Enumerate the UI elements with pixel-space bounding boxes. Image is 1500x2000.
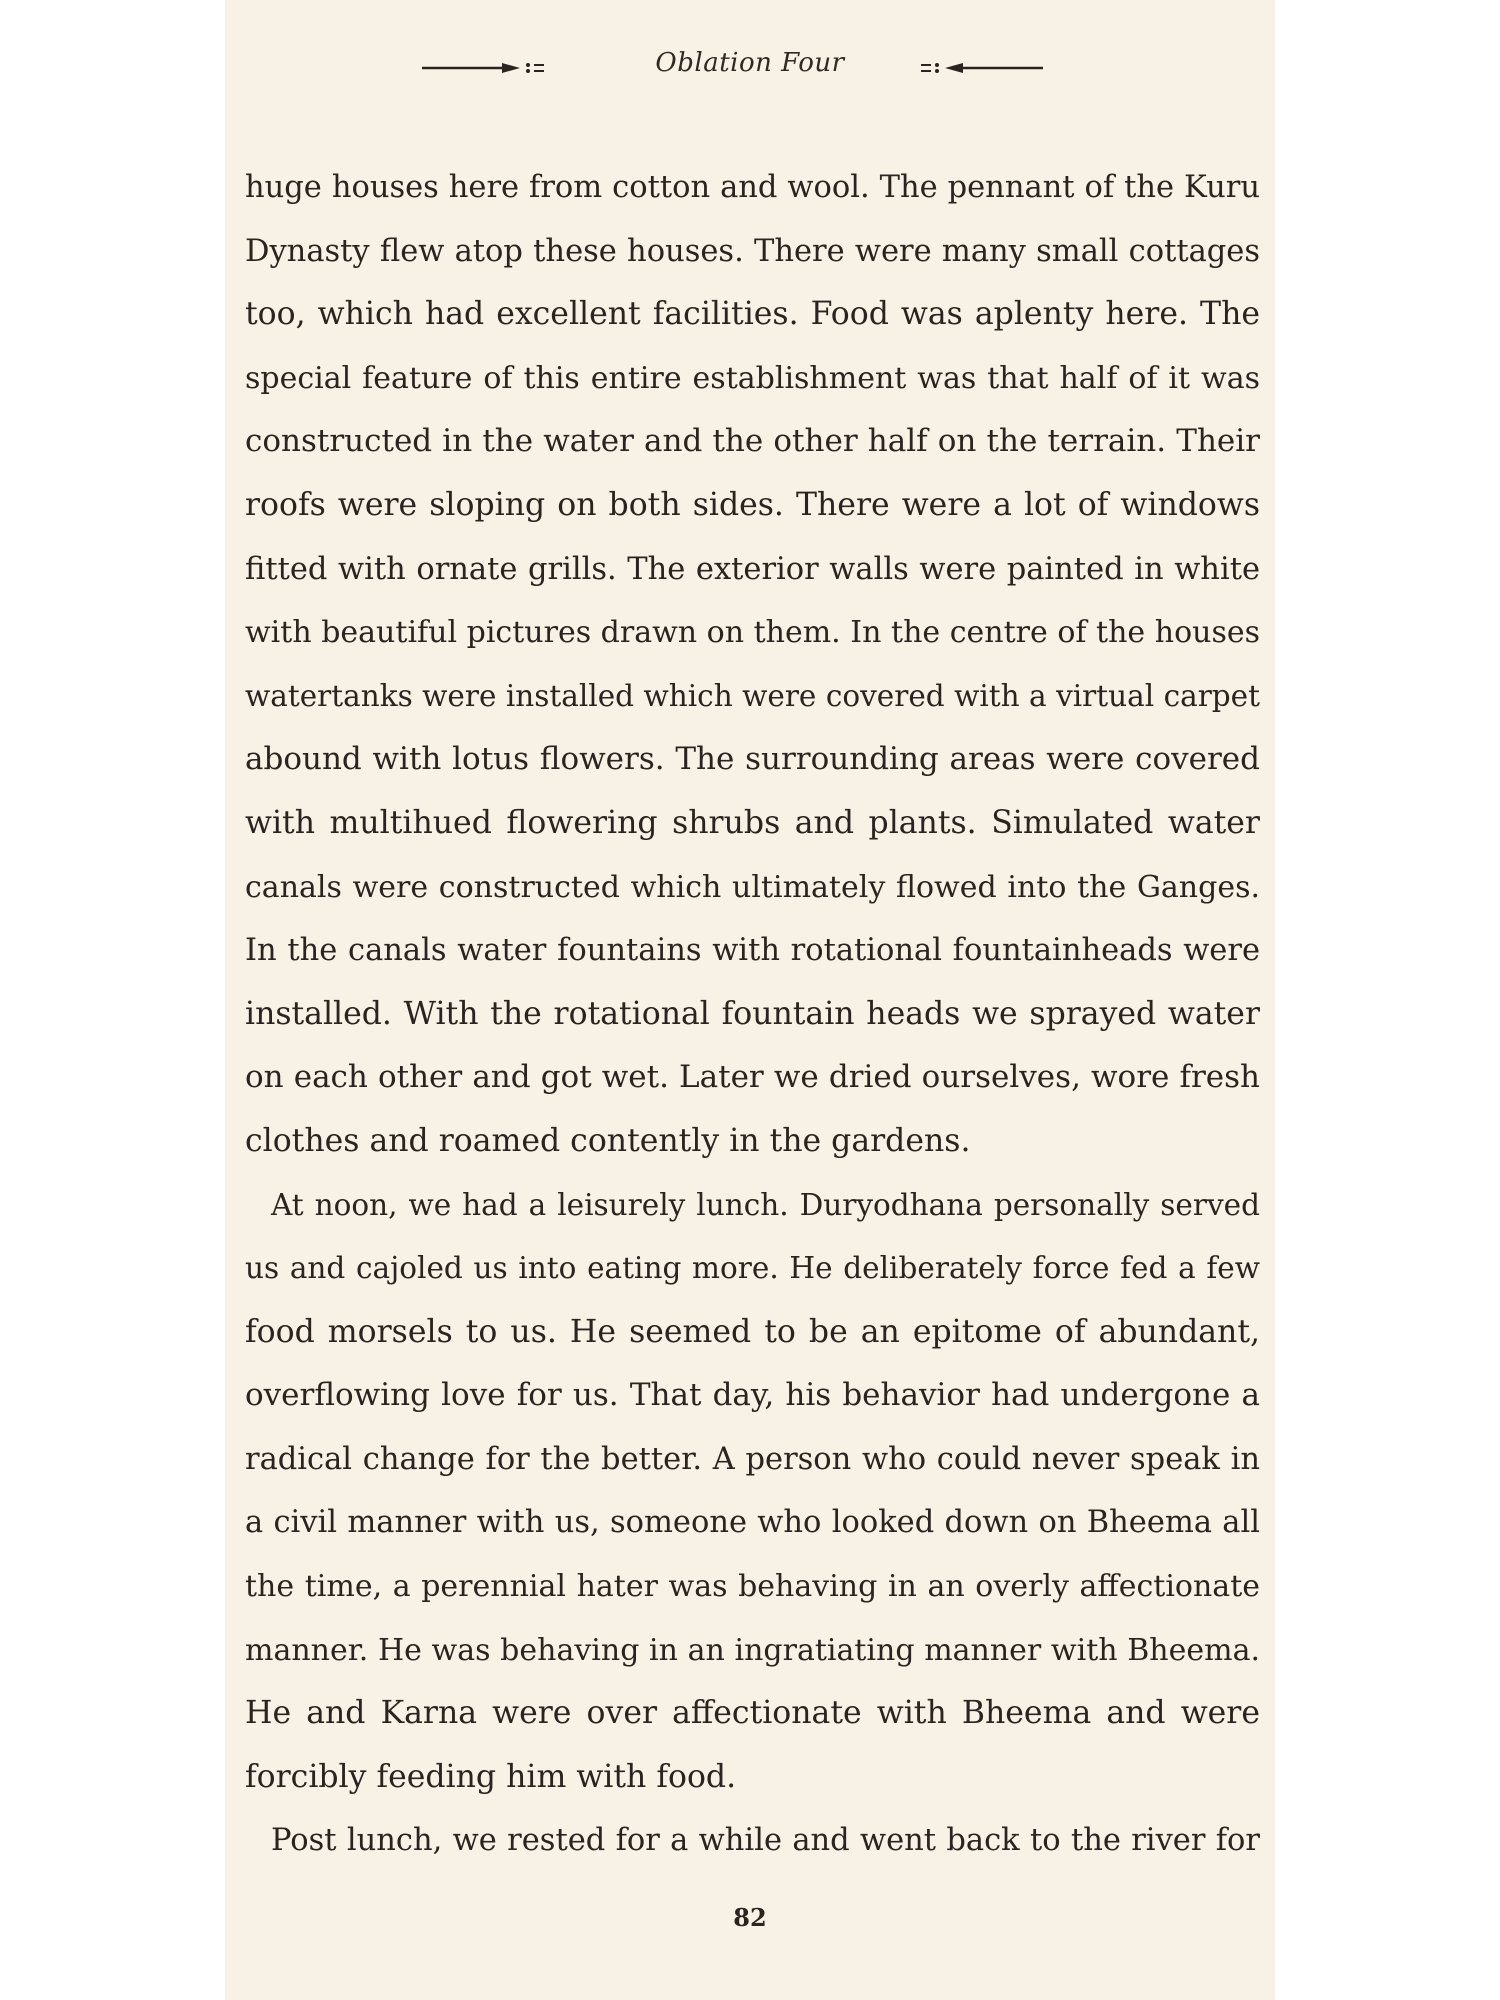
text-line: radical change for the better. A person who could never speak in bbox=[245, 1441, 1260, 1477]
text-line: Post lunch, we rested for a while and went back to the river for bbox=[271, 1823, 1260, 1859]
header-flourish-left bbox=[420, 52, 570, 82]
text-line: with beautiful pictures drawn on them. In the centre of the houses bbox=[245, 615, 1260, 651]
text-line: on each other and got wet. Later we dried ourselves, wore fresh bbox=[245, 1059, 1260, 1096]
text-line: Dynasty flew atop these houses. There were many small cottages bbox=[245, 233, 1260, 269]
text-line: forcibly feeding him with food. bbox=[245, 1758, 737, 1795]
text-line: roofs were sloping on both sides. There were a lot of windows bbox=[245, 486, 1260, 523]
text-line: clothes and roamed contently in the gardens. bbox=[245, 1122, 971, 1159]
text-line: watertanks were installed which were covered with a virtual carpet bbox=[245, 678, 1260, 713]
text-line: with multihued flowering shrubs and plants. Simulated water bbox=[245, 804, 1260, 841]
text-line: overflowing love for us. That day, his behavior had undergone a bbox=[245, 1377, 1260, 1414]
text-line: the time, a perennial hater was behaving in an overly affectionate bbox=[245, 1569, 1260, 1605]
text-line: huge houses here from cotton and wool. The pennant of the Kuru bbox=[245, 170, 1260, 205]
running-header-title: Oblation Four bbox=[655, 48, 845, 78]
body-text bbox=[245, 156, 1260, 1873]
text-line: installed. With the rotational fountain heads we sprayed water bbox=[245, 995, 1260, 1032]
page-number: 82 bbox=[733, 1903, 767, 1932]
text-line: abound with lotus flowers. The surrounding areas were covered bbox=[245, 741, 1260, 778]
text-line: a civil manner with us, someone who looked down on Bheema all bbox=[245, 1505, 1260, 1541]
text-line: too, which had excellent facilities. Food was aplenty here. The bbox=[245, 296, 1260, 333]
text-line: He and Karna were over affectionate with Bheema and were bbox=[245, 1695, 1260, 1732]
text-line: At noon, we had a leisurely lunch. Duryodhana personally served bbox=[271, 1187, 1260, 1222]
text-line: constructed in the water and the other half on the terrain. Their bbox=[245, 423, 1260, 460]
running-header bbox=[225, 48, 1275, 88]
text-line: fitted with ornate grills. The exterior walls were painted in white bbox=[245, 551, 1260, 587]
header-flourish-right bbox=[895, 52, 1045, 82]
text-line: food morsels to us. He seemed to be an epitome of abundant, bbox=[245, 1313, 1260, 1350]
text-line: us and cajoled us into eating more. He deliberately force fed a few bbox=[245, 1251, 1260, 1286]
book-page bbox=[225, 0, 1275, 2000]
text-line: special feature of this entire establishment was that half of it was bbox=[245, 360, 1260, 396]
text-line: In the canals water fountains with rotational fountainheads were bbox=[245, 933, 1260, 969]
text-line: manner. He was behaving in an ingratiating manner with Bheema. bbox=[245, 1632, 1260, 1668]
text-line: canals were constructed which ultimately flowed into the Ganges. bbox=[245, 869, 1260, 905]
